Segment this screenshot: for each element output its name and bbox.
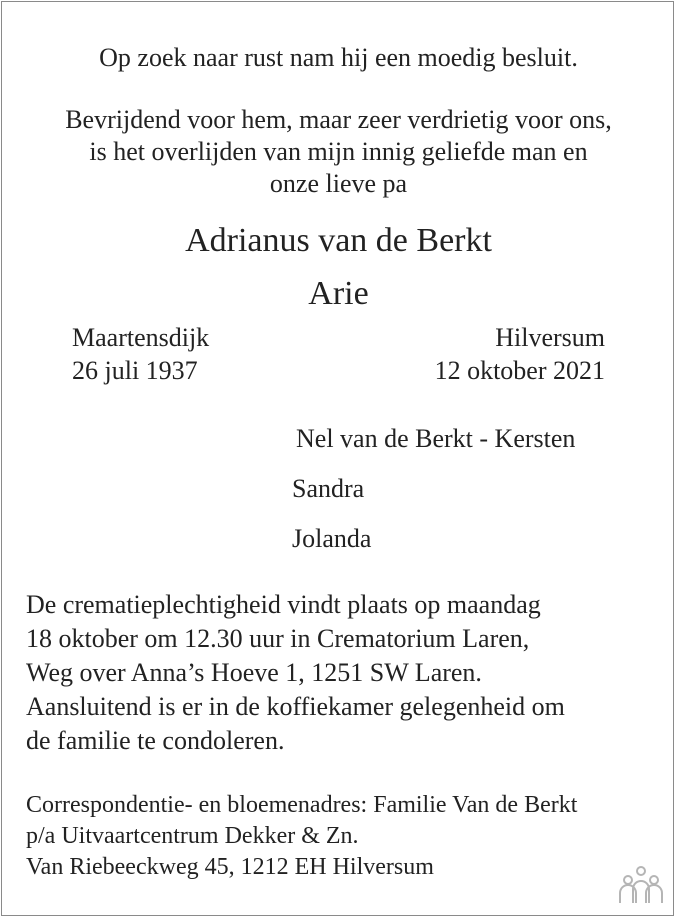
correspondence-line: p/a Uitvaartcentrum Dekker & Zn. bbox=[26, 823, 359, 849]
birth-place: Maartensdijk bbox=[72, 323, 210, 352]
death-place: Hilversum bbox=[495, 323, 605, 352]
deceased-nickname: Arie bbox=[308, 275, 369, 312]
intro-line-4: onze lieve pa bbox=[269, 169, 408, 198]
birth-date: 26 juli 1937 bbox=[72, 356, 198, 385]
correspondence-line: Correspondentie- en bloemenadres: Familie Van de Berkt bbox=[26, 792, 578, 818]
ceremony-line: Weg over Anna’s Hoeve 1, 1251 SW Laren. bbox=[26, 658, 482, 687]
ceremony-line: Aansluitend is er in de koffiekamer gelegenheid om bbox=[26, 692, 565, 721]
child-name: Sandra bbox=[292, 474, 365, 503]
ceremony-line: 18 oktober om 12.30 uur in Crematorium Laren, bbox=[26, 624, 530, 653]
child-name: Jolanda bbox=[292, 524, 372, 553]
family-figures-icon bbox=[617, 865, 665, 905]
intro-line-1: Op zoek naar rust nam hij een moedig besluit. bbox=[99, 43, 578, 72]
deceased-full-name: Adrianus van de Berkt bbox=[185, 222, 492, 259]
death-date: 12 oktober 2021 bbox=[434, 356, 605, 385]
ceremony-line: De crematieplechtigheid vindt plaats op maandag bbox=[26, 590, 541, 619]
ceremony-line: de familie te condoleren. bbox=[26, 726, 285, 755]
correspondence-line: Van Riebeeckweg 45, 1212 EH Hilversum bbox=[26, 854, 434, 880]
intro-line-2: Bevrijdend voor hem, maar zeer verdrietig voor ons, bbox=[65, 105, 612, 134]
spouse-name: Nel van de Berkt - Kersten bbox=[296, 424, 576, 453]
intro-line-3: is het overlijden van mijn innig geliefde man en bbox=[89, 137, 588, 166]
